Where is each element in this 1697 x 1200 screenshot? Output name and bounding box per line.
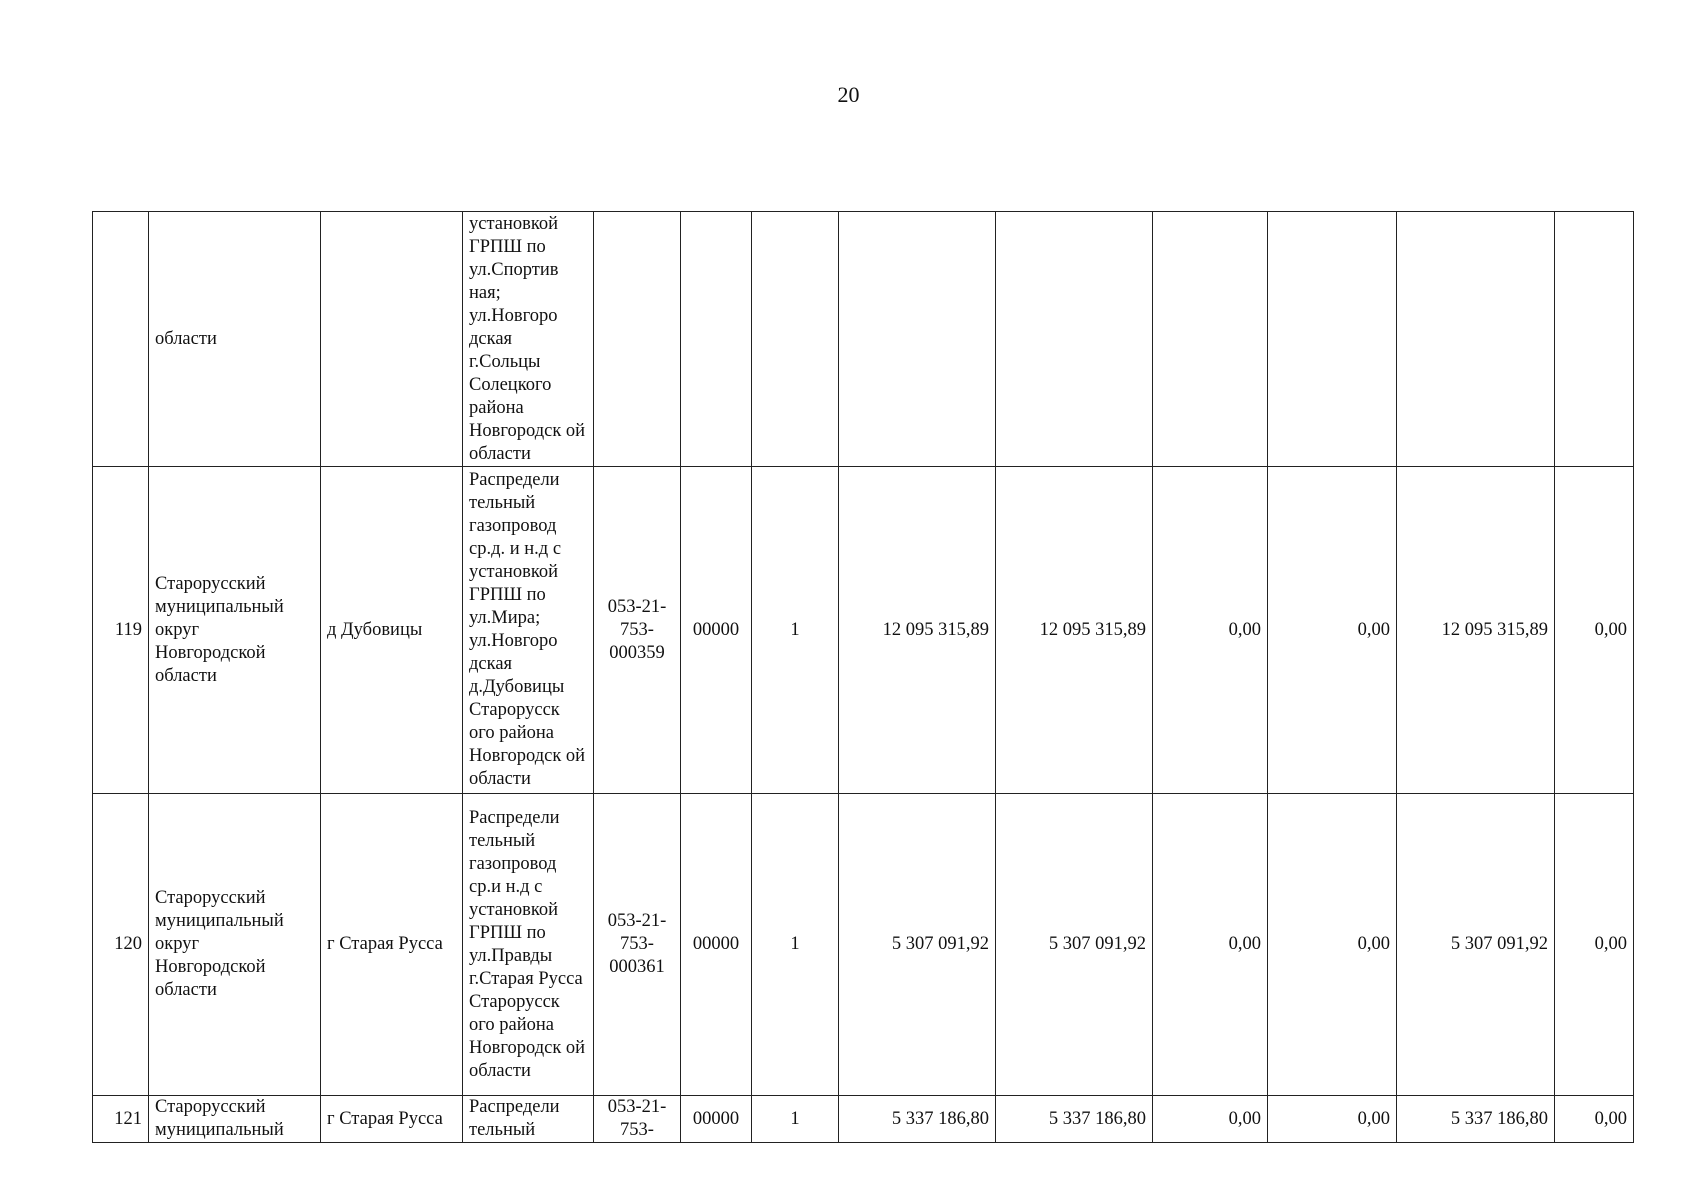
table-row — [93, 212, 1634, 467]
row-index — [93, 212, 149, 467]
object-cell: Распредели тельный газопровод ср.и н.д с установкой ГРПШ по ул.Правды г.Старая Русса Старорусск ого района Новгородск ой области — [463, 794, 594, 1096]
locality-cell: г Старая Русса — [321, 794, 463, 1096]
qty-cell: 1 — [752, 794, 839, 1096]
register-table — [92, 211, 1634, 1143]
value-cell-4: 5 337 186,80 — [1397, 1096, 1555, 1143]
value-cell-5: 0,00 — [1555, 467, 1634, 794]
value-cell-5 — [1555, 212, 1634, 467]
value-cell-4: 5 307 091,92 — [1397, 794, 1555, 1096]
value-cell-3 — [1268, 212, 1397, 467]
total-cell — [839, 212, 996, 467]
value-cell-5: 0,00 — [1555, 794, 1634, 1096]
value-cell-1: 12 095 315,89 — [996, 467, 1153, 794]
value-cell-1: 5 307 091,92 — [996, 794, 1153, 1096]
code2-cell — [681, 212, 752, 467]
total-cell: 5 307 091,92 — [839, 794, 996, 1096]
value-cell-3: 0,00 — [1268, 467, 1397, 794]
page-number: 20 — [837, 82, 860, 107]
qty-cell: 1 — [752, 1096, 839, 1143]
code2-cell: 00000 — [681, 794, 752, 1096]
row-index: 121 — [93, 1096, 149, 1143]
table-row — [93, 467, 1634, 794]
object-cell: установкой ГРПШ по ул.Спортив ная; ул.Новгоро дская г.Сольцы Солецкого района Новгородск ой области — [463, 212, 594, 467]
value-cell-2 — [1153, 212, 1268, 467]
qty-cell: 1 — [752, 467, 839, 794]
table-row — [93, 794, 1634, 1096]
value-cell-2: 0,00 — [1153, 467, 1268, 794]
value-cell-5: 0,00 — [1555, 1096, 1634, 1143]
code-cell — [594, 212, 681, 467]
municipality-cell: Старорусский муниципальный округ Новгородской области — [149, 467, 321, 794]
value-cell-3: 0,00 — [1268, 1096, 1397, 1143]
municipality-cell: Старорусский муниципальный — [149, 1096, 321, 1143]
value-cell-4: 12 095 315,89 — [1397, 467, 1555, 794]
object-cell: Распредели тельный — [463, 1096, 594, 1143]
value-cell-3: 0,00 — [1268, 794, 1397, 1096]
locality-cell: г Старая Русса — [321, 1096, 463, 1143]
locality-cell: д Дубовицы — [321, 467, 463, 794]
total-cell: 12 095 315,89 — [839, 467, 996, 794]
locality-cell — [321, 212, 463, 467]
code-cell: 053-21-753- — [594, 1096, 681, 1143]
code-cell: 053-21-753-000361 — [594, 794, 681, 1096]
value-cell-4 — [1397, 212, 1555, 467]
row-index: 119 — [93, 467, 149, 794]
value-cell-2: 0,00 — [1153, 794, 1268, 1096]
municipality-cell: Старорусский муниципальный округ Новгородской области — [149, 794, 321, 1096]
value-cell-2: 0,00 — [1153, 1096, 1268, 1143]
municipality-cell: области — [149, 212, 321, 467]
code2-cell: 00000 — [681, 1096, 752, 1143]
total-cell: 5 337 186,80 — [839, 1096, 996, 1143]
code2-cell: 00000 — [681, 467, 752, 794]
table-row — [93, 1096, 1634, 1143]
row-index: 120 — [93, 794, 149, 1096]
object-cell: Распредели тельный газопровод ср.д. и н.д с установкой ГРПШ по ул.Мира; ул.Новгоро дская д.Дубовицы Старорусск ого района Новгородск ой области — [463, 467, 594, 794]
code-cell: 053-21-753-000359 — [594, 467, 681, 794]
value-cell-1: 5 337 186,80 — [996, 1096, 1153, 1143]
value-cell-1 — [996, 212, 1153, 467]
qty-cell — [752, 212, 839, 467]
